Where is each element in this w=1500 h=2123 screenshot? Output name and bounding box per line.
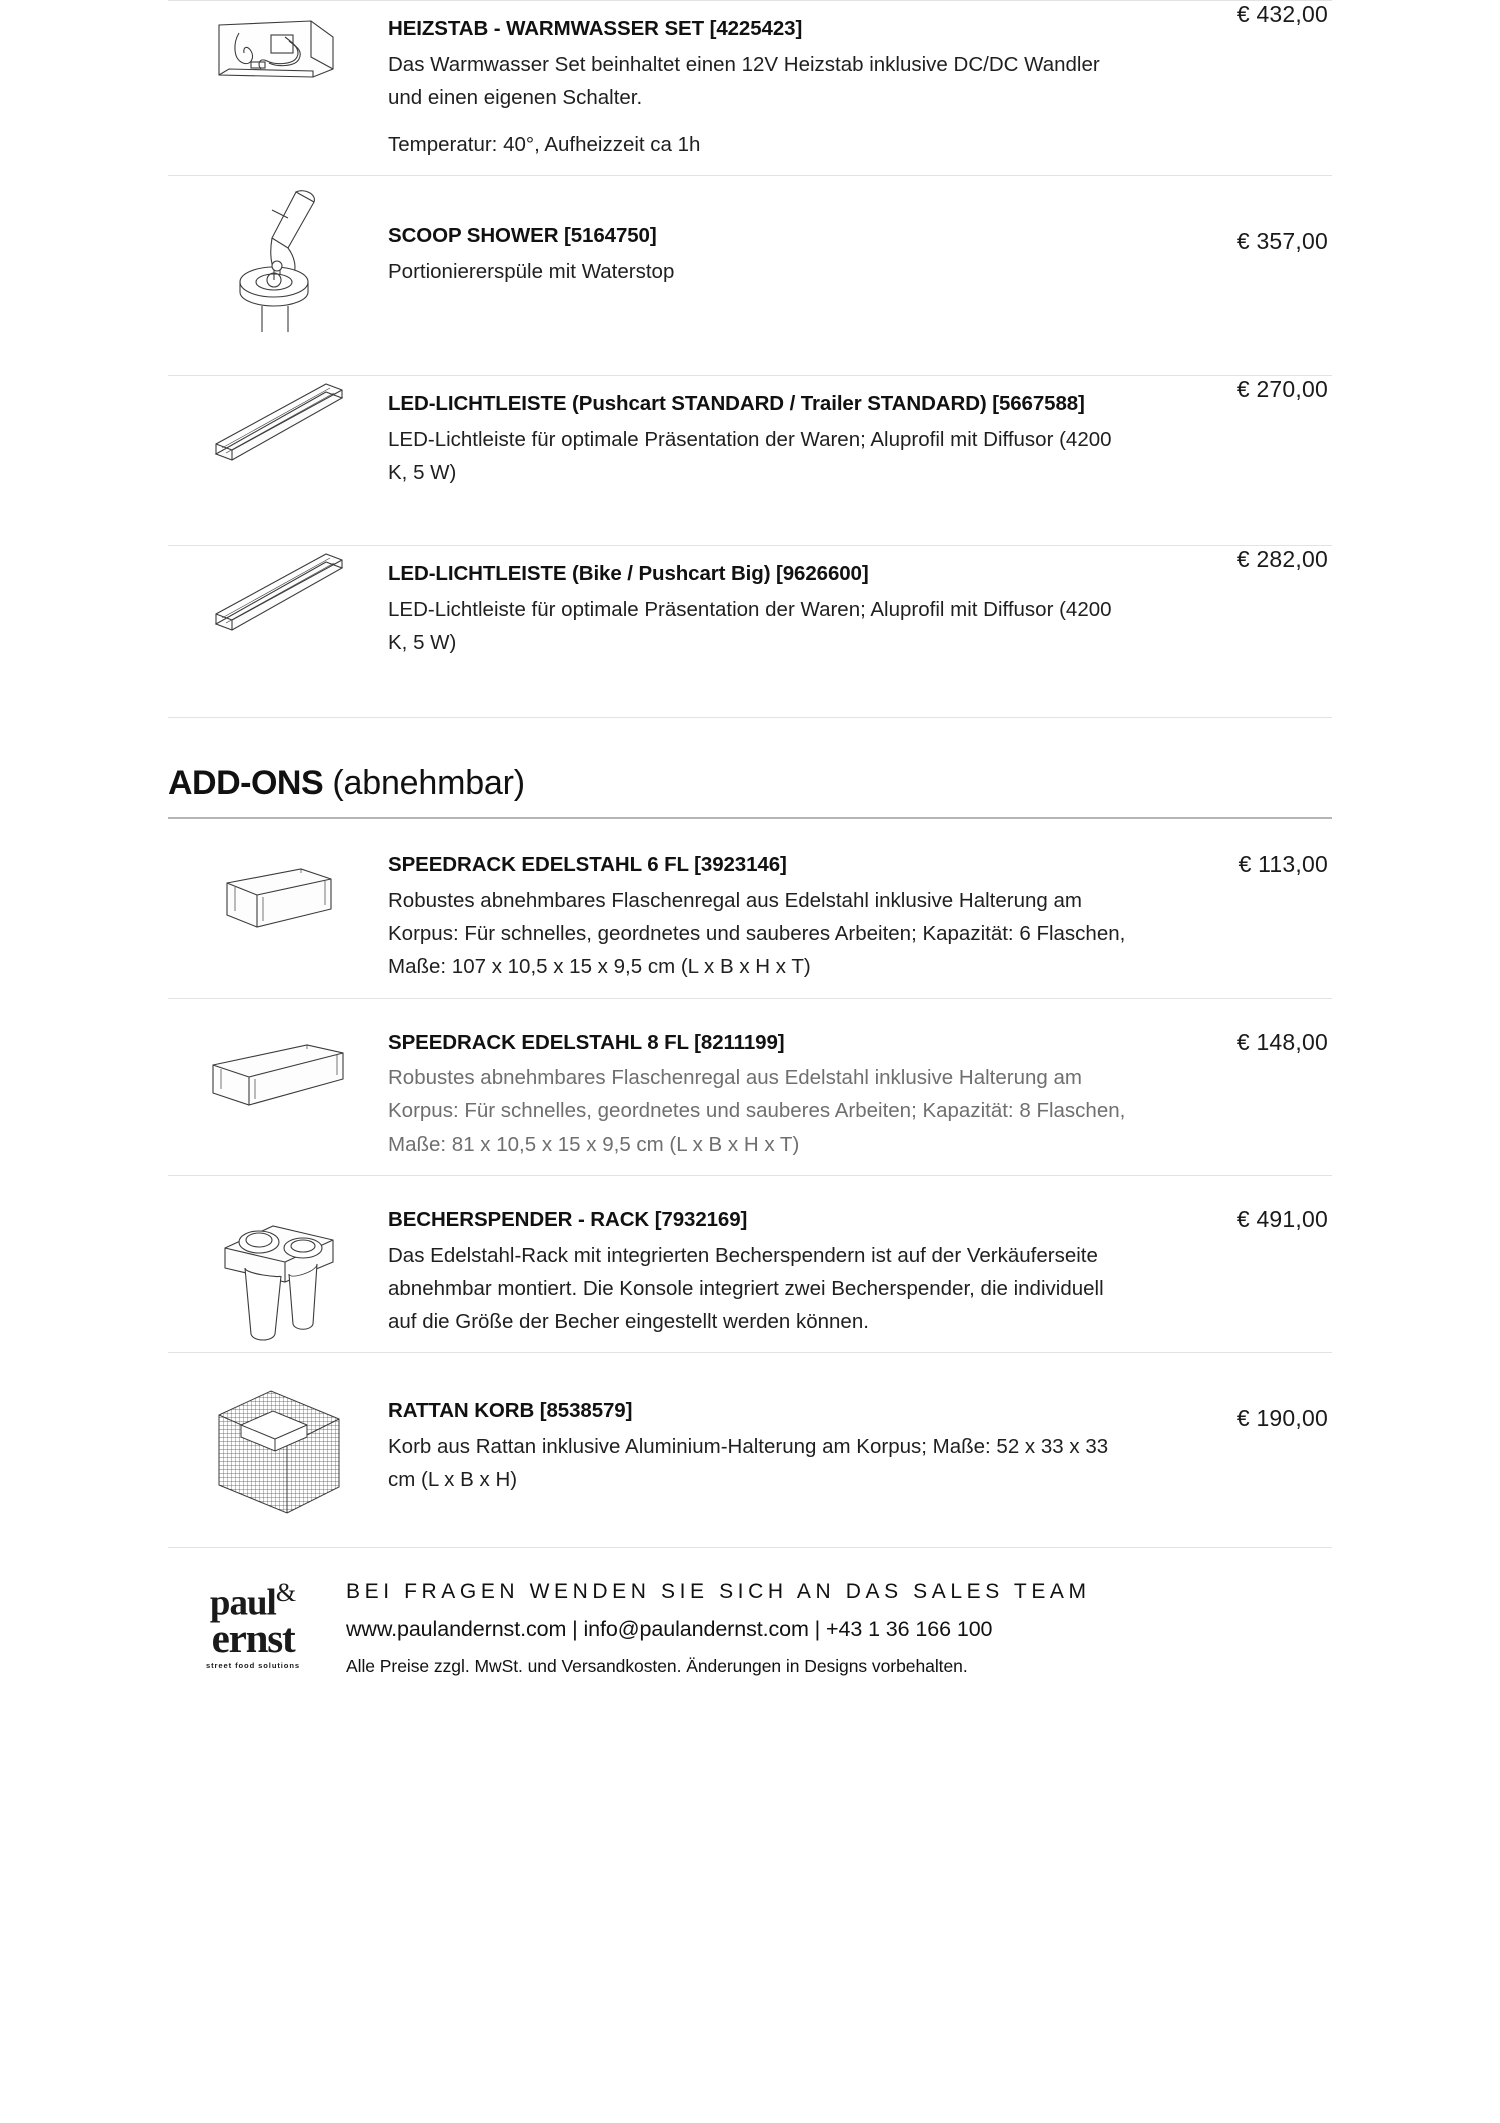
- product-description: [388, 1430, 1128, 1496]
- product-description: [388, 48, 1128, 162]
- product-info: [388, 1383, 1152, 1510]
- product-description-line: Korpus: Für schnelles, geordnetes und sauberes Arbeiten; Kapazität: 6: [388, 922, 1031, 946]
- product-thumbnail: [168, 1206, 388, 1347]
- product-row: [168, 0, 1332, 175]
- product-thumbnail: [168, 546, 388, 637]
- footer-legal-note: Alle Preise zzgl. MwSt. und Versandkosten. Änderungen in Designs vorbehalten.: [346, 1656, 968, 1677]
- section-title-rest: (abnehmbar): [323, 764, 525, 803]
- product-description-line: Flaschen, Maße: 107 x 10,5 x 15 x 9,5 cm (L x B x H x T): [388, 922, 1126, 979]
- product-price: € 190,00: [1236, 1405, 1328, 1432]
- product-description-line: LED-Lichtleiste für optimale Präsentation der Waren; Aluprofil mit Diffusor: [388, 427, 1054, 451]
- product-description-line: Robustes abnehmbares Flaschenregal aus Edelstahl inklusive Halterung am: [388, 1066, 1082, 1090]
- product-info: [388, 176, 1152, 302]
- product-row: [168, 998, 1332, 1175]
- product-title: BECHERSPENDER - RACK [7932169]: [388, 1207, 748, 1231]
- product-description: [388, 1061, 1128, 1161]
- product-description-line: Robustes abnehmbares Flaschenregal aus Edelstahl inklusive Halterung am: [388, 888, 1082, 912]
- product-row: [168, 1175, 1332, 1352]
- product-thumbnail: [168, 851, 388, 942]
- product-description-line: Korb aus Rattan inklusive Aluminium-Halterung am Korpus; Maße: 52 x 33 x: [388, 1434, 1080, 1458]
- product-description-line: Korpus: Für schnelles, geordnetes und sauberes Arbeiten; Kapazität: 8: [388, 1099, 1031, 1123]
- logo-tagline: street food solutions: [206, 1660, 300, 1670]
- product-description: [388, 593, 1128, 659]
- product-thumbnail: [168, 1, 388, 92]
- product-info: [388, 1206, 1152, 1352]
- rattan-basket-illustration-icon: [211, 1389, 346, 1529]
- product-price: € 282,00: [1236, 546, 1328, 573]
- product-description-line: Temperatur: 40°, Aufheizzeit ca 1h: [388, 133, 701, 157]
- footer-contact-line: www.paulandernst.com | info@paulandernst.com | +43 1 36 166 100: [346, 1617, 993, 1642]
- product-price: € 432,00: [1236, 1, 1328, 27]
- product-title: SPEEDRACK EDELSTAHL 8 FL [8211199]: [388, 1030, 785, 1054]
- logo-text-bottom: ernst: [211, 1615, 295, 1661]
- product-row: [168, 175, 1332, 375]
- scoop-shower-illustration-icon: [218, 182, 338, 332]
- product-thumbnail: [168, 176, 388, 332]
- heizstab-illustration-icon: [213, 7, 343, 92]
- logo-paul: paul: [209, 1582, 276, 1624]
- product-info: [388, 851, 1152, 997]
- section-title: [168, 718, 1332, 817]
- product-description-line: Das Warmwasser Set beinhaltet einen 12V Heizstab inklusive DC/DC Wandler: [388, 52, 1100, 76]
- speedrack-long-illustration-icon: [203, 1035, 353, 1120]
- product-row: [168, 545, 1332, 717]
- speedrack-illustration-icon: [213, 857, 343, 942]
- cup-dispenser-illustration-icon: [211, 1212, 346, 1347]
- product-price: € 113,00: [1238, 851, 1328, 878]
- product-description-line: und einen eigenen Schalter.: [388, 85, 643, 109]
- footer-headline: BEI FRAGEN WENDEN SIE SICH AN DAS SALES TEAM: [346, 1580, 1091, 1604]
- product-title: SCOOP SHOWER [5164750]: [388, 224, 657, 248]
- product-price: € 357,00: [1236, 228, 1328, 255]
- product-description: [388, 423, 1128, 489]
- product-description: [388, 255, 1128, 288]
- product-description: [388, 1239, 1128, 1339]
- product-price: € 491,00: [1236, 1205, 1328, 1232]
- led-bar-illustration-icon: [206, 552, 351, 637]
- product-price: € 270,00: [1236, 376, 1328, 403]
- product-description-line: zwei Becherspender, die individuell auf die Größe der Becher eingestellt: [388, 1276, 1104, 1333]
- product-description-line: Verkäuferseite abnehmbar montiert. Die Konsole integriert: [388, 1243, 1098, 1300]
- product-description: [388, 884, 1128, 984]
- page-footer: [168, 1547, 1332, 1677]
- product-description-line: Flaschen, Maße: 81 x 10,5 x 15 x 9,5 cm (L x B x H x T): [388, 1099, 1126, 1156]
- product-info: [388, 376, 1152, 503]
- led-bar-illustration-icon: [206, 382, 351, 467]
- product-price: € 148,00: [1236, 1028, 1328, 1055]
- footer-content: [338, 1578, 1091, 1677]
- product-thumbnail: [168, 376, 388, 467]
- company-logo: [168, 1578, 338, 1670]
- product-info: [388, 1, 1152, 175]
- product-title: LED-LICHTLEISTE (Pushcart STANDARD / Trailer STANDARD) [5667588]: [388, 392, 1085, 416]
- product-title: LED-LICHTLEISTE (Bike / Pushcart Big) [9626600]: [388, 562, 869, 586]
- product-description-line: werden können.: [723, 1309, 869, 1333]
- product-thumbnail: [168, 1383, 388, 1529]
- product-description-line: LED-Lichtleiste für optimale Präsentation der Waren; Aluprofil mit Diffusor: [388, 597, 1054, 621]
- logo-ampersand: &: [275, 1578, 297, 1608]
- product-row: [168, 821, 1332, 997]
- product-description-line: 33 cm (L x B x H): [388, 1434, 1109, 1491]
- product-description-line: (4200 K, 5 W): [388, 597, 1112, 655]
- product-title: SPEEDRACK EDELSTAHL 6 FL [3923146]: [388, 853, 787, 877]
- section-title-bold: ADD-ONS: [168, 764, 324, 803]
- section-underline: [168, 817, 1332, 819]
- product-title: RATTAN KORB [8538579]: [388, 1399, 633, 1423]
- product-thumbnail: [168, 1029, 388, 1120]
- product-row: [168, 1352, 1332, 1529]
- product-description-line: Portioniererspüle mit Waterstop: [388, 259, 675, 283]
- product-info: [388, 546, 1152, 673]
- product-info: [388, 1029, 1152, 1175]
- product-title: HEIZSTAB - WARMWASSER SET [4225423]: [388, 17, 803, 40]
- product-description-line: Das Edelstahl-Rack mit integrierten Becherspendern ist auf der: [388, 1243, 962, 1267]
- product-row: [168, 375, 1332, 545]
- description-spacer: [388, 114, 1128, 128]
- product-description-line: (4200 K, 5 W): [388, 427, 1112, 485]
